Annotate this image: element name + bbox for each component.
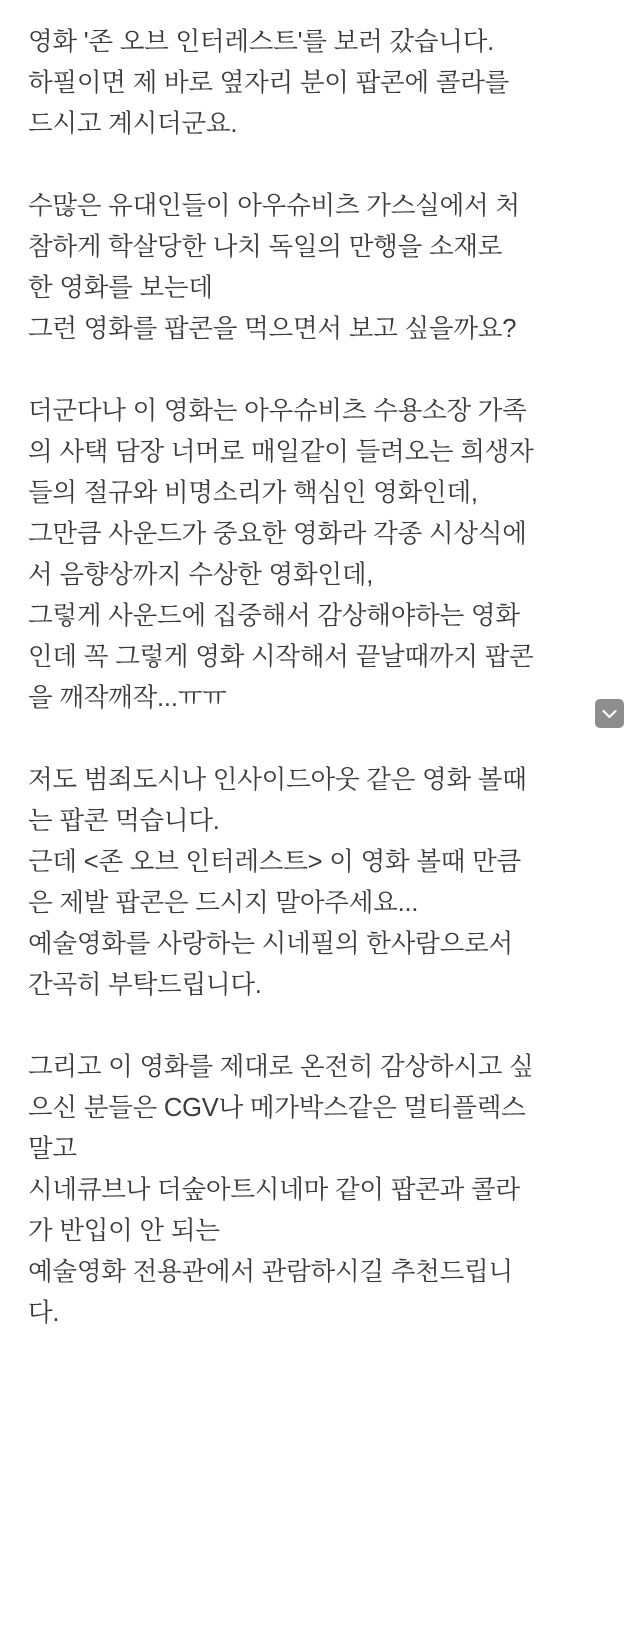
text-line: 그만큼 사운드가 중요한 영화라 각종 시상식에 — [28, 520, 527, 548]
paragraph — [28, 391, 614, 719]
text-line: 는 팝콘 먹습니다. — [28, 807, 220, 835]
paragraph-spacer — [28, 719, 614, 760]
text-line: 한 영화를 보는데 — [28, 274, 213, 302]
text-line: 드시고 계시더군요. — [28, 110, 238, 138]
text-line: 서 음향상까지 수상한 영화인데, — [28, 561, 374, 589]
text-line: 시네큐브나 더숲아트시네마 같이 팝콘과 콜라 — [28, 1176, 520, 1204]
text-line: 예술영화를 사랑하는 시네필의 한사람으로서 — [28, 930, 513, 958]
paragraph — [28, 1047, 614, 1334]
text-line: 으신 분들은 CGV나 메가박스같은 멀티플렉스 — [28, 1094, 526, 1122]
text-line: 더군다나 이 영화는 아우슈비츠 수용소장 가족 — [28, 397, 527, 425]
text-line: 들의 절규와 비명소리가 핵심인 영화인데, — [28, 479, 478, 507]
text-line: 그리고 이 영화를 제대로 온전히 감상하시고 싶 — [28, 1053, 534, 1081]
text-line: 다. — [28, 1299, 60, 1327]
text-line: 저도 범죄도시나 인사이드아웃 같은 영화 볼때 — [28, 766, 527, 794]
paragraph-spacer — [28, 1006, 614, 1047]
text-line: 은 제발 팝콘은 드시지 말아주세요... — [28, 889, 419, 917]
text-line: 의 사택 담장 너머로 매일같이 들려오는 희생자 — [28, 438, 534, 466]
text-line: 간곡히 부탁드립니다. — [28, 971, 262, 999]
text-line: 하필이면 제 바로 옆자리 분이 팝콘에 콜라를 — [28, 69, 510, 97]
paragraph-spacer — [28, 145, 614, 186]
text-line: 그런 영화를 팝콘을 먹으면서 보고 싶을까요? — [28, 315, 517, 343]
text-line: 을 깨작깨작...ㅠㅠ — [28, 684, 227, 712]
post-body — [28, 22, 614, 1334]
text-line: 가 반입이 안 되는 — [28, 1217, 220, 1245]
text-line: 참하게 학살당한 나치 독일의 만행을 소재로 — [28, 233, 503, 261]
paragraph — [28, 186, 614, 350]
chevron-down-icon[interactable] — [595, 699, 624, 728]
text-line: 근데 <존 오브 인터레스트> 이 영화 볼때 만큼 — [28, 848, 521, 876]
paragraph — [28, 22, 614, 145]
text-line: 인데 꼭 그렇게 영화 시작해서 끝날때까지 팝콘 — [28, 643, 534, 671]
text-line: 그렇게 사운드에 집중해서 감상해야하는 영화 — [28, 602, 520, 630]
text-line: 예술영화 전용관에서 관람하시길 추천드립니 — [28, 1258, 513, 1286]
text-line: 수많은 유대인들이 아우슈비츠 가스실에서 처 — [28, 192, 520, 220]
text-line: 영화 '존 오브 인터레스트'를 보러 갔습니다. — [28, 28, 495, 56]
text-line: 말고 — [28, 1135, 77, 1163]
paragraph-spacer — [28, 350, 614, 391]
paragraph — [28, 760, 614, 1006]
